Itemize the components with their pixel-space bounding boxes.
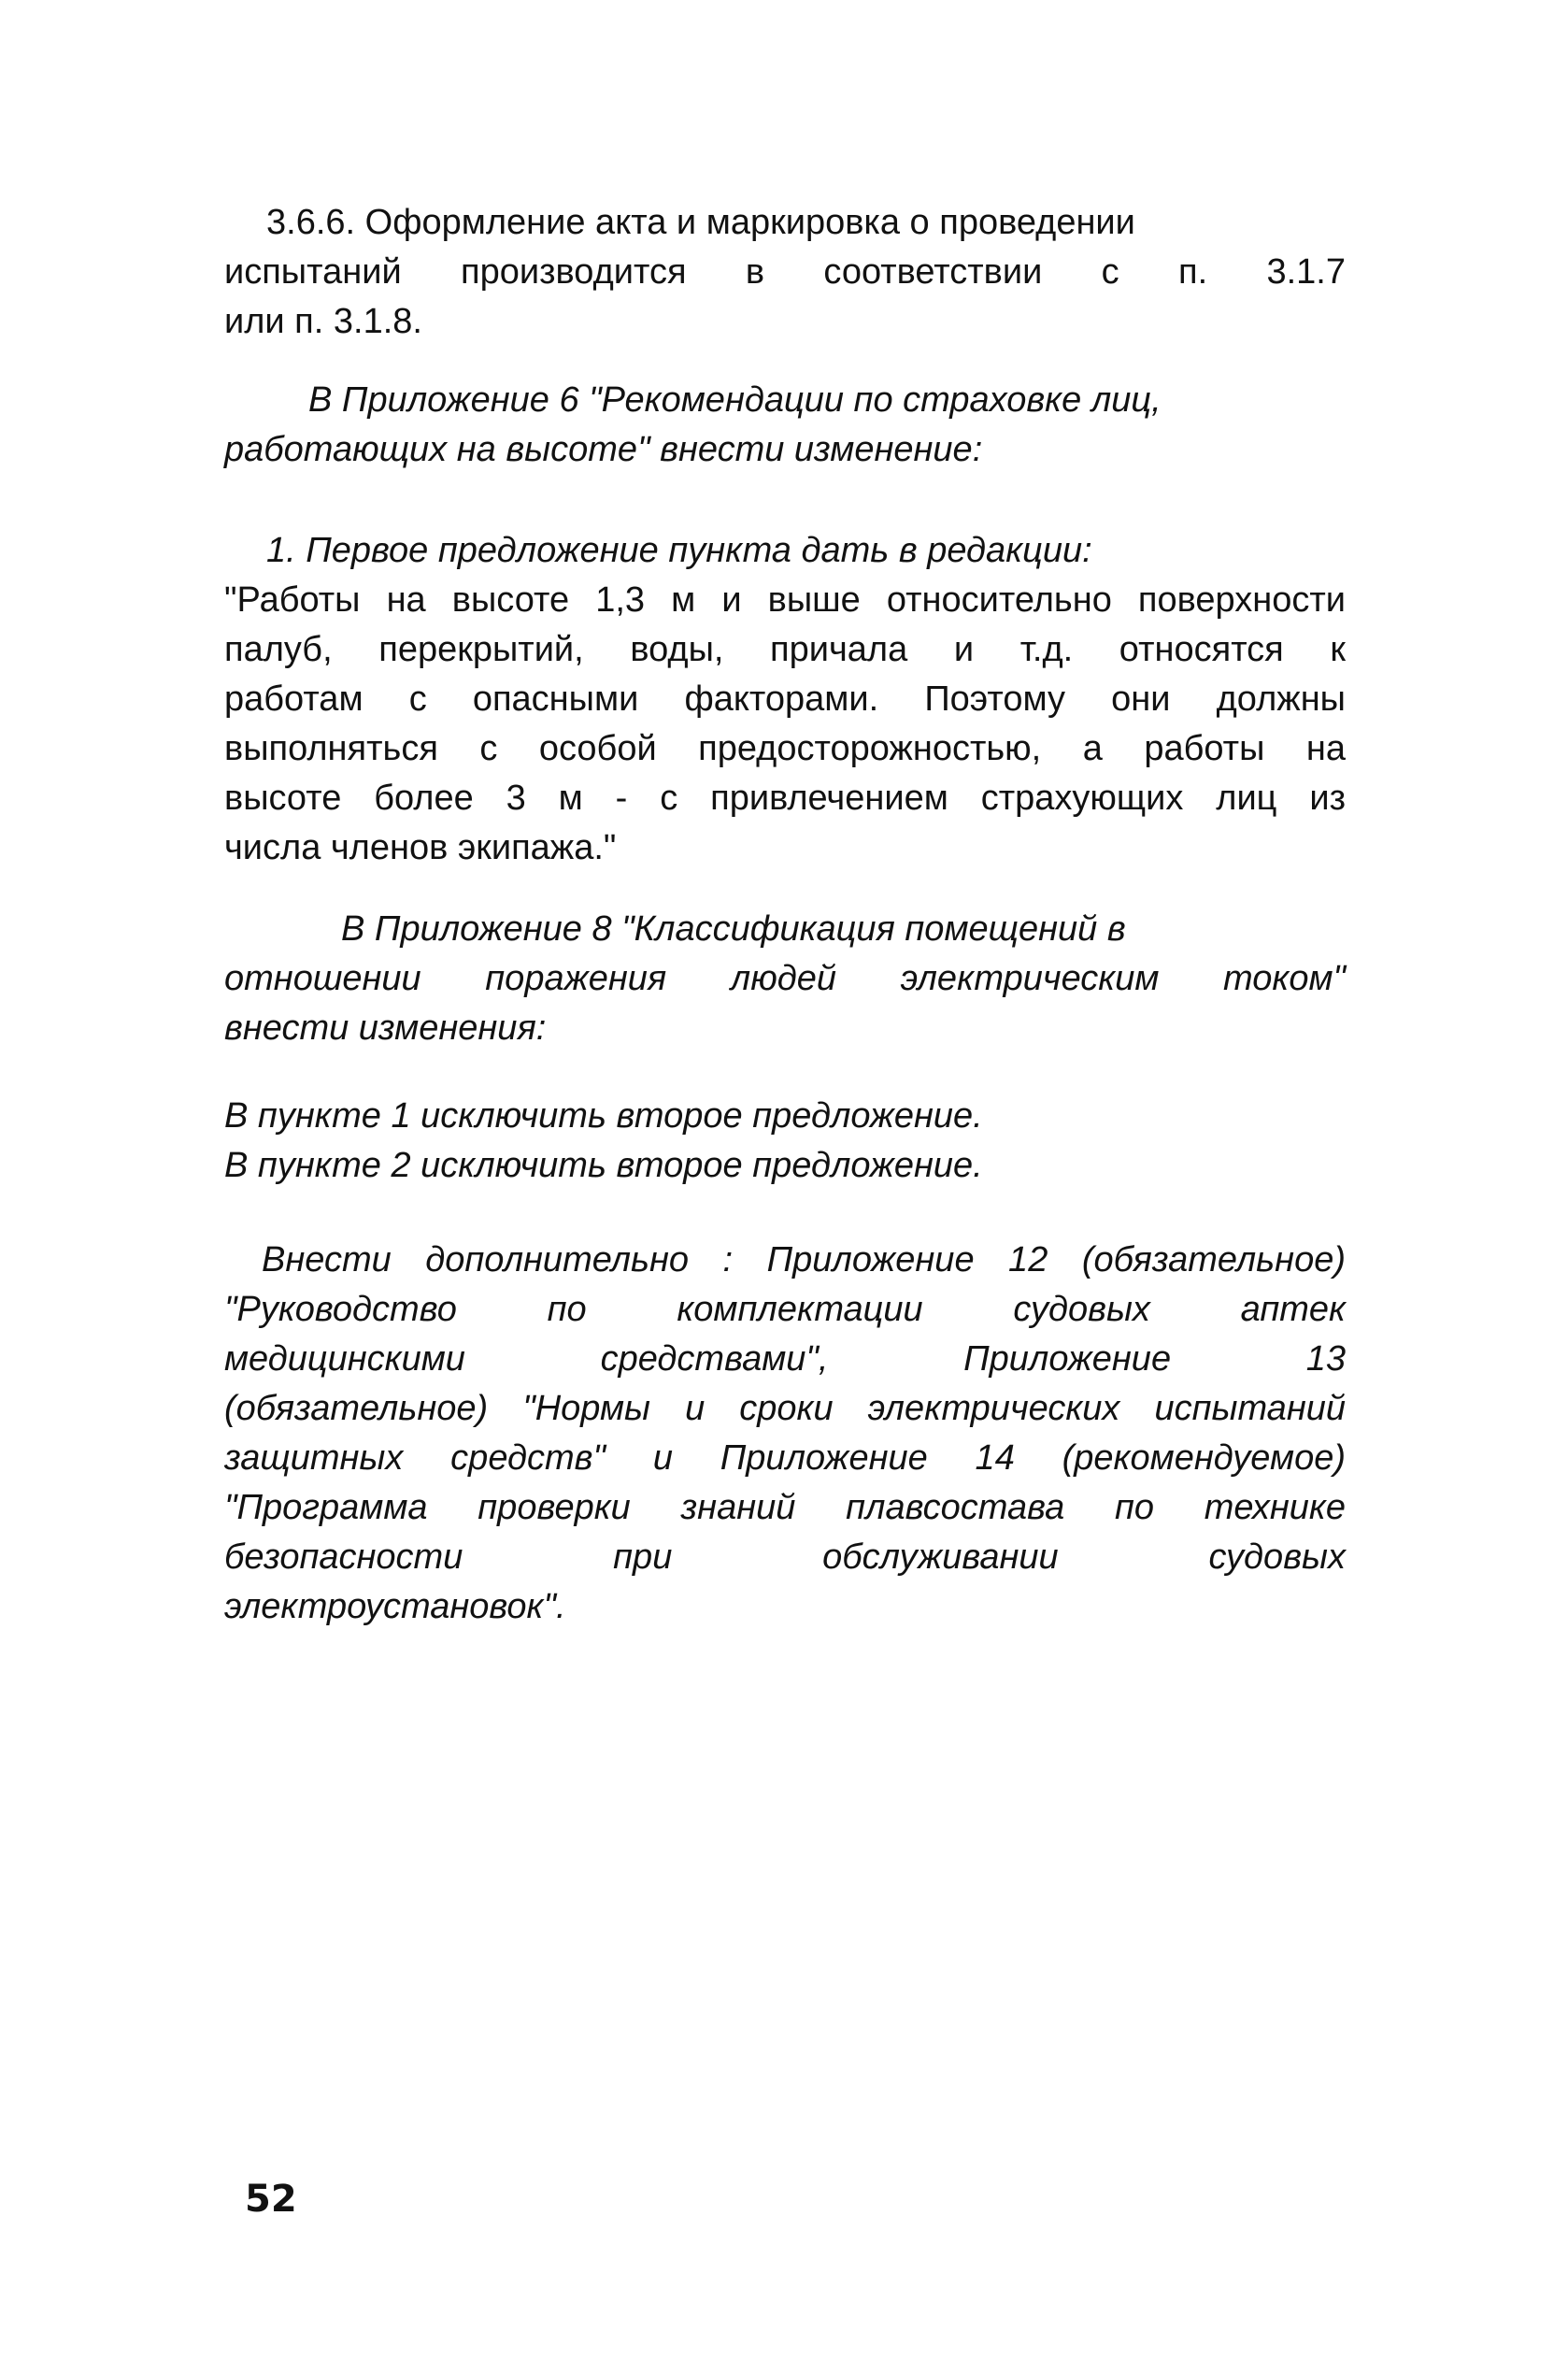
- quote-line: "Работы на высоте 1,3 м и выше относительно поверхности: [224, 580, 1346, 620]
- paragraph-line: или п. 3.1.8.: [224, 302, 422, 341]
- additional-line: защитных средств" и Приложение 14 (рекомендуемое): [224, 1438, 1346, 1478]
- additional-line: (обязательное) "Нормы и сроки электрических испытаний: [224, 1389, 1346, 1428]
- heading-line: В Приложение 6 "Рекомендации по страховке лиц,: [308, 380, 1162, 420]
- appendix-6-item-1: [224, 526, 1346, 873]
- change-line: В пункте 1 исключить второе предложение.: [224, 1096, 983, 1136]
- additional-line: "Руководство по комплектации судовых аптек: [224, 1290, 1346, 1329]
- page-number: 52: [245, 2178, 297, 2221]
- appendix-8-heading: [224, 905, 1346, 1053]
- heading-line: работающих на высоте" внести изменение:: [224, 430, 983, 469]
- paragraph-line: 3.6.6. Оформление акта и маркировка о проведении: [266, 203, 1135, 242]
- appendix-6-heading: [224, 376, 1346, 475]
- additional-line: безопасности при обслуживании судовых: [224, 1537, 1346, 1577]
- heading-line: В Приложение 8 "Классификация помещений в: [341, 909, 1126, 949]
- change-line: В пункте 2 исключить второе предложение.: [224, 1146, 983, 1185]
- additional-line: медицинскими средствами", Приложение 13: [224, 1339, 1346, 1379]
- quote-line: выполняться с особой предосторожностью, а работы на: [224, 729, 1346, 768]
- paragraph-3-6-6: [224, 198, 1346, 347]
- additional-line: "Программа проверки знаний плавсостава по технике: [224, 1488, 1346, 1527]
- additional-line: электроустановок".: [224, 1587, 566, 1626]
- heading-line: отношении поражения людей электрическим током": [224, 959, 1346, 998]
- item-intro: 1. Первое предложение пункта дать в редакции:: [266, 531, 1092, 570]
- additional-appendices: [224, 1236, 1346, 1632]
- paragraph-line: испытаний производится в соответствии с п. 3.1.7: [224, 252, 1346, 292]
- quote-line: палуб, перекрытий, воды, причала и т.д. относятся к: [224, 630, 1346, 669]
- quote-line: работам с опасными факторами. Поэтому они должны: [224, 679, 1346, 719]
- appendix-8-changes: [224, 1092, 1346, 1191]
- quote-line: числа членов экипажа.": [224, 828, 617, 867]
- heading-line: внести изменения:: [224, 1008, 547, 1048]
- additional-line: Внести дополнительно : Приложение 12 (обязательное): [262, 1240, 1346, 1279]
- quote-line: высоте более 3 м - с привлечением страхующих лиц из: [224, 779, 1346, 818]
